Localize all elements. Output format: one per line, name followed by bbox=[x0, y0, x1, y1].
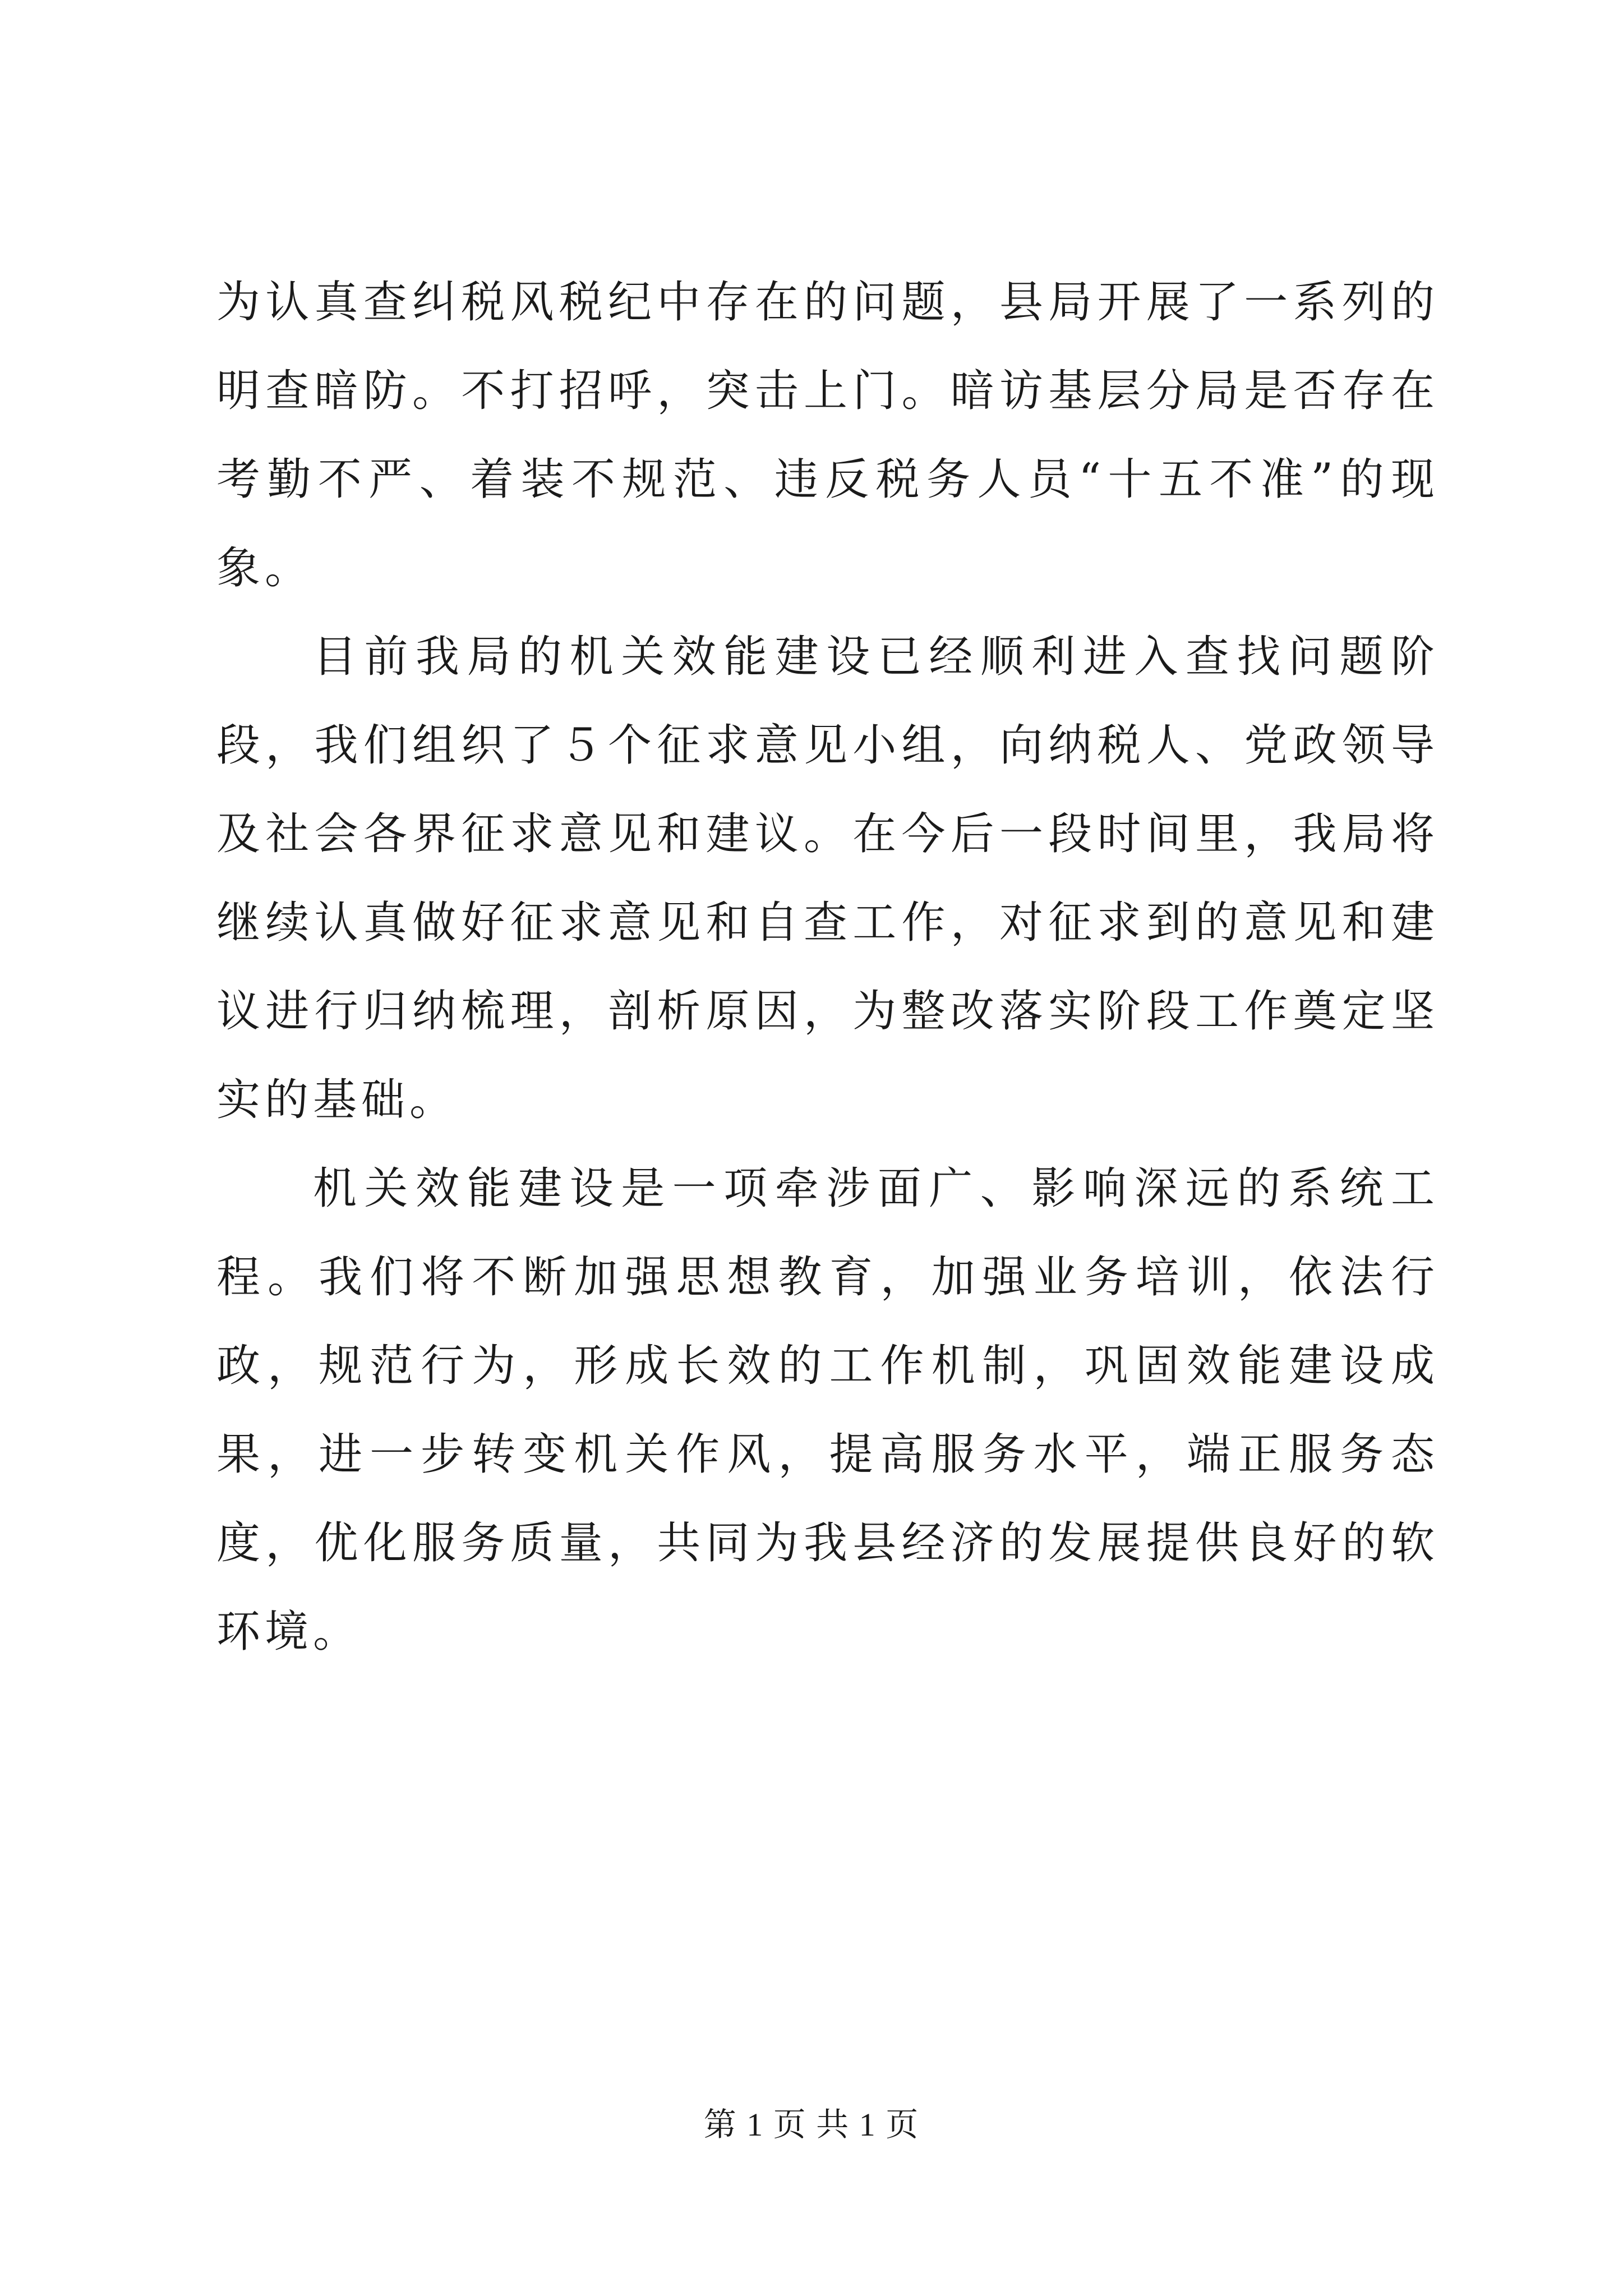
page-number-label: 第 1 页 共 1 页 bbox=[703, 2106, 920, 2143]
paragraph-current-progress: 目前我局的机关效能建设已经顺利进入查找问题阶段，我们组织了５个征求意见小组，向纳税人、党政领导及社会各界征求意见和建议。在今后一段时间里，我局将继续认真做好征求意见和自查工作，对征求到的意见和建议进行归纳梳理，剖析原因，为整改落实阶段工作奠定坚实的基础。 bbox=[216, 632, 1439, 1125]
page-footer bbox=[0, 2105, 1623, 2145]
document-body bbox=[216, 258, 1439, 1676]
paragraph-inspection: 为认真查纠税风税纪中存在的问题，县局开展了一系列的明查暗防。不打招呼，突击上门。暗访基层分局是否存在考勤不严、着装不规范、违反税务人员“十五不准”的现象。 bbox=[216, 277, 1439, 593]
paragraph-future-plan: 机关效能建设是一项牵涉面广、影响深远的系统工程。我们将不断加强思想教育，加强业务培训，依法行政，规范行为，形成长效的工作机制，巩固效能建设成果，进一步转变机关作风，提高服务水平，端正服务态度，优化服务质量，共同为我县经济的发展提供良好的软环境。 bbox=[216, 1163, 1439, 1657]
